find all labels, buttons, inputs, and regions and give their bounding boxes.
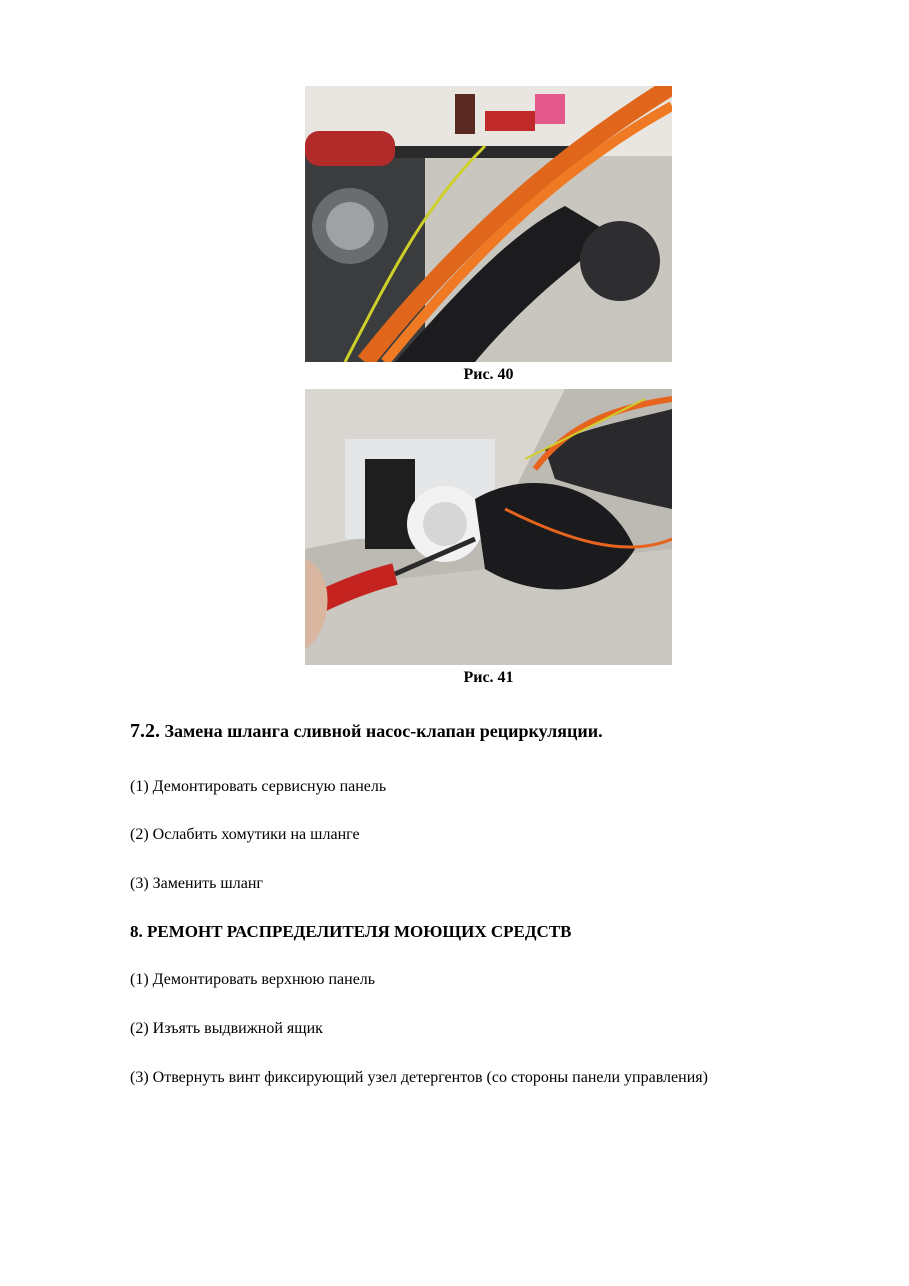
section-7-2-number: 7.2. [130,720,160,742]
section-8-step-2: (2) Изъять выдвижной ящик [130,1020,323,1037]
figure-40-photo [305,86,672,362]
section-7-2-step-2: (2) Ослабить хомутики на шланге [130,826,360,843]
section-7-2-title: Замена шланга сливной насос-клапан рециркуляции. [160,721,603,741]
section-8-step-1: (1) Демонтировать верхнюю панель [130,971,376,988]
section-8-step-3: (3) Отвернуть винт фиксирующий узел детергентов (со стороны панели управления) [130,1069,708,1086]
figure-41-caption: Рис. 41 [463,669,514,686]
section-7-2-heading [130,720,603,743]
figure-40-caption: Рис. 40 [463,366,514,383]
figure-41-photo [305,389,672,665]
section-7-2-step-3: (3) Заменить шланг [130,875,263,892]
section-7-2-step-1: (1) Демонтировать сервисную панель [130,778,387,795]
section-8-heading: 8. РЕМОНТ РАСПРЕДЕЛИТЕЛЯ МОЮЩИХ СРЕДСТВ [130,922,572,941]
